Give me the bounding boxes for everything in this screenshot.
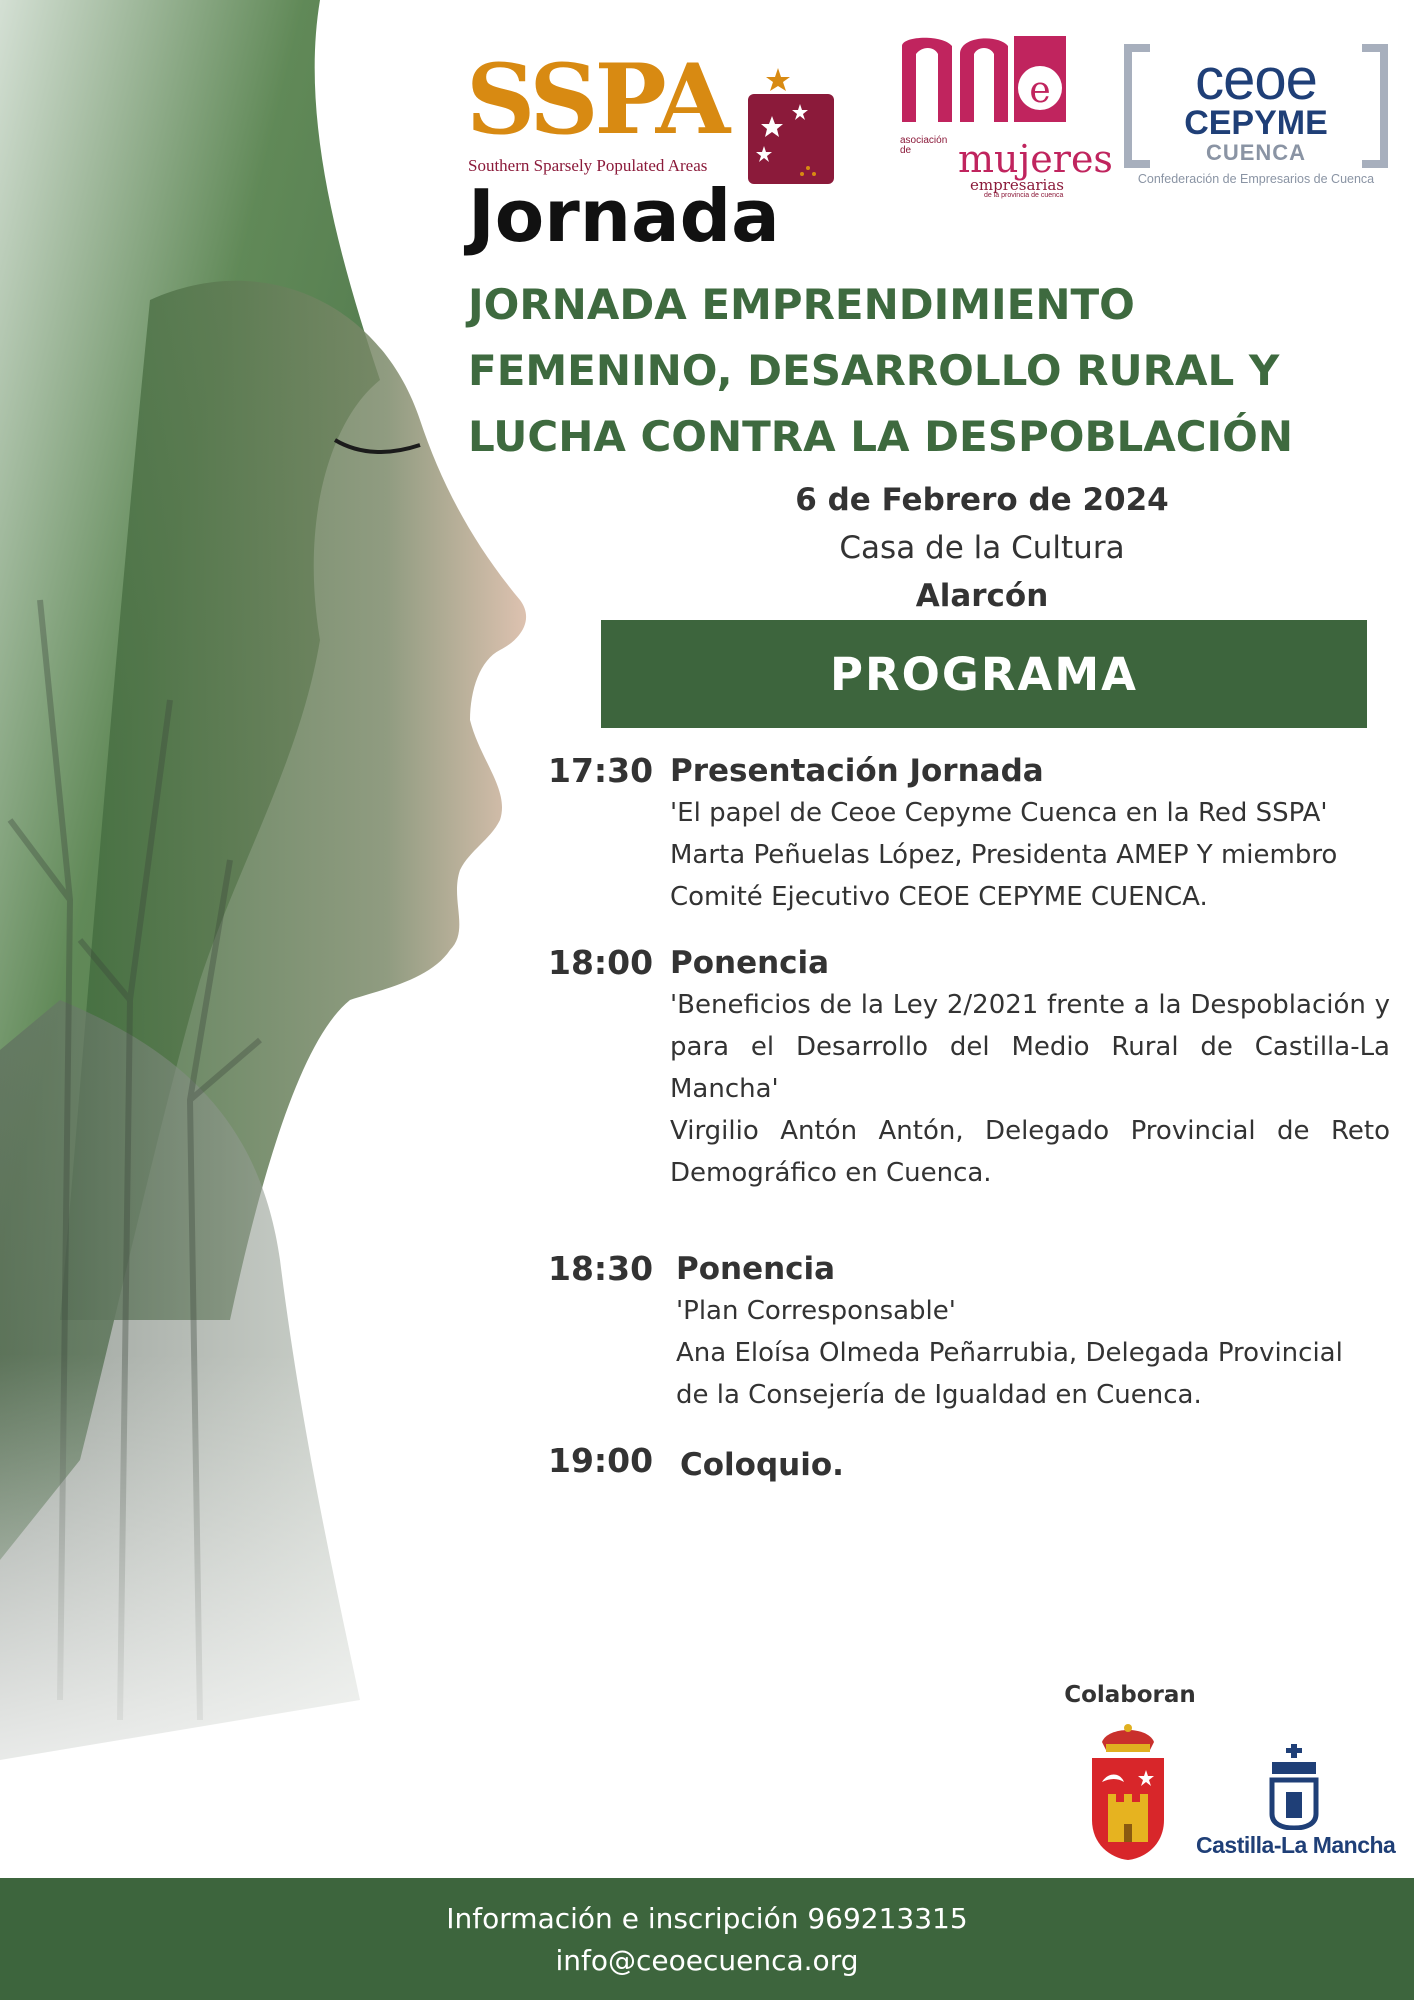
footer-bar (0, 1878, 1414, 2000)
sspa-logo-subtitle: Southern Sparsely Populated Areas (468, 156, 708, 175)
amep-logo (898, 32, 1113, 199)
ceoe-cepyme-logo (1124, 44, 1392, 194)
amep-logo-word3: de la provincia de cuenca (984, 192, 1064, 199)
program-heading: PROGRAMA (830, 647, 1138, 701)
castilla-la-mancha-name: Castilla-La Mancha (1196, 1832, 1396, 1858)
amep-logo-word: mujeres (958, 137, 1113, 181)
ceoe-logo-line1: ceoe (1195, 47, 1317, 112)
svg-text:e: e (1029, 70, 1051, 111)
program-item (548, 942, 1390, 1202)
ceoe-logo-line4: Confederación de Empresarios de Cuenca (1137, 172, 1375, 186)
program-item-heading: Ponencia (676, 1251, 836, 1287)
event-title: JORNADA EMPRENDIMIENTO FEMENINO, DESARROLLO RURAL Y LUCHA CONTRA LA DESPOBLACIÓN (468, 280, 1294, 461)
program-item-heading: Presentación Jornada (670, 753, 1044, 789)
event-date: 6 de Febrero de 2024 (795, 482, 1169, 518)
sspa-logo-wordmark: SSPA (466, 43, 727, 156)
coat-of-arms-icon (1088, 1720, 1168, 1862)
program-time: 17:30 (548, 751, 654, 790)
castilla-la-mancha-logo (1196, 1740, 1396, 1864)
collaborators-label: Colaboran (1064, 1682, 1196, 1708)
program-item-text: 'Plan Corresponsable' (676, 1296, 956, 1326)
sspa-logo (466, 34, 836, 174)
program-time: 18:00 (548, 943, 654, 982)
program-item-heading: Ponencia (670, 945, 830, 981)
program-item-heading: Coloquio. (680, 1447, 844, 1483)
program-item-text: 'El papel de Ceoe Cepyme Cuenca en la Red SSPA' (670, 798, 1328, 828)
ceoe-logo-line2: CEPYME (1184, 104, 1328, 142)
amep-me-logo (898, 32, 1070, 124)
program-time: 18:30 (548, 1249, 654, 1288)
ceoe-logo-line3: CUENCA (1205, 140, 1307, 165)
footer-email-link[interactable]: info@ceoecuenca.org (555, 1944, 859, 1977)
program-banner (601, 620, 1367, 728)
program-item-text: 'Beneficios de la Ley 2/2021 frente a la Despoblación y para el Desarrollo del Medio Rural de Castilla-La Mancha' (670, 990, 1390, 1104)
program-item (548, 750, 1390, 920)
program-item-speaker: Virgilio Antón Antón, Delegado Provincial de Reto Demográfico en Cuenca. (670, 1116, 1390, 1188)
program-time: 19:00 (548, 1441, 654, 1480)
amep-logo-small-text: asociación de (900, 135, 948, 156)
program-item-speaker: Ana Eloísa Olmeda Peñarrubia, Delegada Provincial de la Consejería de Igualdad en Cuenca. (676, 1338, 1343, 1410)
sspa-flag-icon (742, 64, 834, 188)
event-venue: Casa de la Cultura (839, 530, 1125, 566)
footer-info-phone: Información e inscripción 969213315 (446, 1902, 968, 1935)
castilla-la-mancha-emblem-icon (1196, 1740, 1392, 1830)
program-item (548, 1440, 1390, 1490)
amep-logo-word2: empresarias (970, 176, 1064, 194)
program-item (548, 1248, 1390, 1418)
event-town: Alarcón (915, 578, 1049, 614)
event-type-heading: Jornada (468, 174, 780, 258)
program-item-speaker: Marta Peñuelas López, Presidenta AMEP Y miembro Comité Ejecutivo CEOE CEPYME CUENCA. (670, 840, 1338, 912)
